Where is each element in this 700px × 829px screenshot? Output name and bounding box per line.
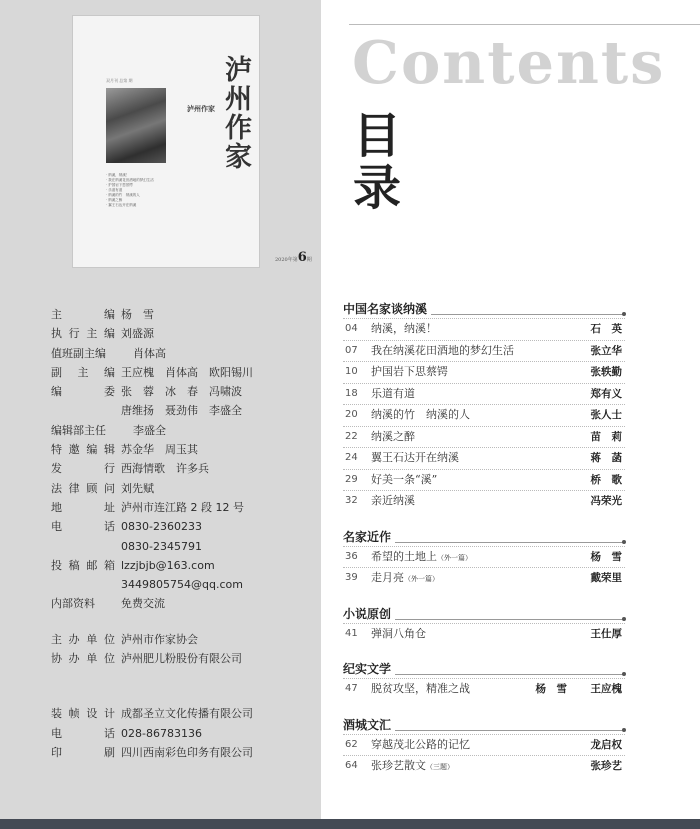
- toc-page-number: 41: [345, 627, 358, 639]
- toc-entry[interactable]: [343, 490, 625, 512]
- toc-article-title: 张珍艺散文（三题）: [371, 759, 454, 772]
- staff-row: [51, 382, 316, 401]
- toc-page-number: 20: [345, 409, 358, 420]
- section-rule-dot: [622, 672, 626, 676]
- toc-page-number: 10: [345, 366, 358, 377]
- contents-heading: Contents: [352, 28, 666, 97]
- staff-value: 0830-2360233: [121, 520, 202, 534]
- organizer-label: 协 办 单 位: [51, 652, 115, 666]
- staff-row: [51, 459, 316, 478]
- staff-row: [51, 324, 316, 343]
- toc-entry[interactable]: [343, 426, 625, 448]
- toc-section-title: 纪实文学: [343, 662, 392, 676]
- toc-author: 龙启权: [590, 738, 622, 751]
- toc-article-title: 弹洞八角仓: [371, 626, 426, 640]
- cover-contents-list: [106, 173, 176, 208]
- toc-page-number: 62: [345, 738, 358, 750]
- cover-list-item: · 纳溪，纳溪！: [106, 173, 130, 177]
- organizer-row: [51, 649, 316, 668]
- staff-value: 杨 雪: [121, 308, 154, 321]
- staff-label: 地 址: [51, 500, 115, 514]
- staff-value: 刘先赋: [121, 481, 154, 495]
- staff-label: 电 话: [51, 520, 115, 534]
- section-rule: [395, 619, 625, 620]
- staff-row: [51, 363, 316, 382]
- mulu-heading: 目 录: [353, 108, 402, 216]
- staff-row: [51, 537, 316, 556]
- toc-article-title: 纳溪的竹 纳溪的人: [371, 408, 470, 421]
- toc-article-title: 希望的土地上（外一篇）: [371, 549, 472, 563]
- toc-article-title: 穿越茂北公路的记忆: [371, 737, 470, 751]
- staff-row: [51, 440, 316, 459]
- toc-section-heading: [343, 605, 625, 623]
- cover-top-text: 双月刊 总第 期: [106, 78, 133, 83]
- cover-issue-number: 2020年第6期: [275, 250, 312, 265]
- toc-entry[interactable]: [343, 678, 625, 700]
- masthead-staff-list: [51, 305, 316, 762]
- toc-section-heading: [343, 716, 625, 734]
- toc-author: 郑有义: [590, 387, 622, 400]
- toc-page-number: 39: [345, 572, 358, 583]
- staff-row: [51, 594, 316, 613]
- toc-section-heading: [343, 528, 625, 546]
- toc-article-note: （外一篇）: [404, 575, 439, 583]
- production-row: [51, 743, 316, 762]
- toc-entry[interactable]: [343, 447, 625, 469]
- toc-entry[interactable]: [343, 361, 625, 383]
- toc-section-title: 酒城文汇: [343, 717, 392, 732]
- toc-article-title: 走月亮（外一篇）: [371, 571, 439, 584]
- staff-value: 西海情歌 许多兵: [121, 462, 209, 476]
- staff-value: 张 蓉 冰 春 冯啸波: [121, 385, 242, 399]
- staff-value: 李盛全: [133, 423, 166, 437]
- toc-article-title: 护国岩下思蔡锷: [371, 365, 448, 378]
- production-label: 电 话: [51, 726, 115, 740]
- staff-label: 副 主 编: [51, 365, 115, 379]
- staff-label: 内部资料: [51, 597, 95, 611]
- toc-page-number: 24: [345, 452, 358, 463]
- toc-page-number: 29: [345, 473, 358, 485]
- staff-row: [51, 421, 316, 440]
- section-rule: [431, 314, 625, 315]
- toc-author: 杨 雪: [535, 683, 567, 695]
- staff-label: 法 律 顾 问: [51, 481, 115, 495]
- toc-author: 戴荣里: [590, 572, 622, 584]
- section-rule: [395, 542, 625, 543]
- staff-label: 特 邀 编 辑: [51, 443, 115, 457]
- staff-row: [51, 479, 316, 498]
- toc-article-title: 纳溪，纳溪！: [371, 322, 437, 335]
- staff-value: 唐维扬 聂劲伟 李盛全: [121, 404, 242, 418]
- left-panel: [0, 0, 321, 829]
- toc-entry[interactable]: [343, 755, 625, 777]
- toc-section-title: 名家近作: [343, 529, 392, 544]
- toc-author: 石 英: [590, 323, 622, 335]
- staff-label: 主 编: [51, 308, 115, 321]
- production-value: 成都圣立文化传播有限公司: [121, 707, 253, 721]
- staff-value: 苏金华 周玉其: [121, 443, 198, 457]
- cover-calligraphy: 泸州作家: [187, 104, 215, 113]
- section-rule: [395, 674, 625, 675]
- toc-article-title: 翼王石达开在纳溪: [371, 451, 459, 464]
- toc-author: 杨 雪: [590, 550, 622, 563]
- cover-list-item: · 纳溪之醉: [106, 198, 123, 202]
- production-label: 装 帧 设 计: [51, 707, 115, 721]
- staff-label: 投 稿 邮 箱: [51, 558, 115, 572]
- table-of-contents: [343, 300, 625, 777]
- toc-page-number: 36: [345, 550, 358, 562]
- toc-section-title: 中国名家谈纳溪: [343, 302, 428, 316]
- staff-row: [51, 344, 316, 363]
- section-rule: [395, 730, 625, 731]
- staff-label: 发 行: [51, 462, 115, 476]
- section-rule-dot: [622, 540, 626, 544]
- toc-article-note: （外一篇）: [437, 553, 472, 562]
- header-rule: [349, 24, 700, 25]
- cover-landscape-image: [106, 88, 166, 163]
- staff-row: [51, 498, 316, 517]
- toc-page-number: 47: [345, 683, 358, 694]
- organizer-label: 主 办 单 位: [51, 632, 115, 646]
- toc-page-number: 04: [345, 323, 358, 334]
- staff-value: 王应槐 肖体高 欧阳锡川: [121, 365, 253, 379]
- toc-page-number: 18: [345, 387, 358, 399]
- cover-list-item: · 我在纳溪花田酒地的梦幻生活: [106, 178, 154, 182]
- section-rule-dot: [622, 728, 626, 732]
- toc-page-number: 22: [345, 430, 358, 442]
- toc-entry[interactable]: [343, 623, 625, 645]
- section-rule-dot: [622, 312, 626, 316]
- organizer-value: 泸州肥儿粉股份有限公司: [121, 652, 242, 666]
- toc-entry[interactable]: [343, 567, 625, 589]
- toc-article-note: （三题）: [426, 763, 454, 771]
- production-label: 印 刷: [51, 745, 115, 759]
- toc-section-heading: [343, 660, 625, 678]
- toc-page-number: 07: [345, 344, 358, 356]
- staff-label: 值班副主编: [51, 346, 106, 360]
- staff-label: 编 委: [51, 385, 115, 399]
- production-row: [51, 724, 316, 743]
- toc-author: 张人士: [590, 409, 622, 421]
- toc-page-number: 32: [345, 495, 358, 506]
- staff-row: [51, 556, 316, 575]
- toc-entry[interactable]: [343, 383, 625, 405]
- staff-value: 免费交流: [121, 597, 165, 611]
- toc-entry[interactable]: [343, 469, 625, 491]
- staff-value: 肖体高: [133, 346, 166, 360]
- toc-section-title: 小说原创: [343, 606, 392, 621]
- cover-list-item: · 纳溪的竹 纳溪的人: [106, 193, 140, 197]
- toc-author: 苗 莉: [590, 430, 622, 443]
- toc-section: [343, 605, 625, 645]
- toc-author: 王仕厚: [590, 627, 622, 640]
- toc-author: 张珍艺: [590, 760, 622, 772]
- staff-row: [51, 517, 316, 536]
- production-value: 四川西南彩色印务有限公司: [121, 745, 253, 759]
- toc-section: [343, 716, 625, 777]
- toc-author: 蒋 菡: [590, 452, 622, 464]
- toc-author: 桥 歌: [590, 473, 622, 486]
- toc-article-title: 乐道有道: [371, 386, 415, 400]
- toc-author: 张轶勤: [590, 366, 622, 378]
- organizer-value: 泸州市作家协会: [121, 632, 198, 646]
- staff-row: [51, 305, 316, 324]
- toc-author: 王应槐: [590, 683, 622, 695]
- toc-entry[interactable]: [343, 404, 625, 426]
- toc-entry[interactable]: [343, 340, 625, 362]
- production-value: 028-86783136: [121, 726, 202, 740]
- toc-section: [343, 300, 625, 512]
- staff-row: [51, 401, 316, 420]
- toc-entry[interactable]: [343, 734, 625, 756]
- production-row: [51, 704, 316, 723]
- magazine-cover: [72, 15, 312, 268]
- staff-value: 0830-2345791: [121, 539, 202, 553]
- staff-email: 3449805754@qq.com: [121, 578, 243, 592]
- toc-entry[interactable]: [343, 318, 625, 340]
- page-bottom-bar: [0, 819, 700, 829]
- toc-article-title: 好美一条“溪”: [371, 472, 438, 486]
- toc-section-heading: [343, 300, 625, 318]
- section-rule-dot: [622, 617, 626, 621]
- toc-article-title: 我在纳溪花田酒地的梦幻生活: [371, 343, 514, 357]
- cover-list-item: · 乐道有道: [106, 188, 123, 192]
- toc-article-title: 纳溪之醉: [371, 429, 415, 443]
- toc-article-title: 亲近纳溪: [371, 494, 415, 507]
- toc-entry[interactable]: [343, 546, 625, 568]
- toc-article-title: 脱贫攻坚，精准之战: [371, 682, 470, 695]
- cover-list-item: · 翼王石达开在纳溪: [106, 203, 137, 207]
- staff-row: [51, 575, 316, 594]
- toc-author: 冯荣光: [590, 495, 622, 507]
- staff-value: 刘盛源: [121, 327, 154, 341]
- staff-label: 执 行 主 编: [51, 327, 115, 341]
- cover-list-item: · 护国岩下思蔡锷: [106, 183, 133, 187]
- staff-label: 编辑部主任: [51, 423, 106, 437]
- toc-author: 张立华: [590, 344, 622, 357]
- organizer-row: [51, 630, 316, 649]
- cover-title: 泸州作家: [220, 55, 251, 171]
- toc-section: [343, 528, 625, 589]
- staff-value: 泸州市连江路 2 段 12 号: [121, 500, 244, 514]
- staff-email: lzzjbjb@163.com: [121, 558, 215, 572]
- toc-page-number: 64: [345, 760, 358, 771]
- toc-section: [343, 660, 625, 700]
